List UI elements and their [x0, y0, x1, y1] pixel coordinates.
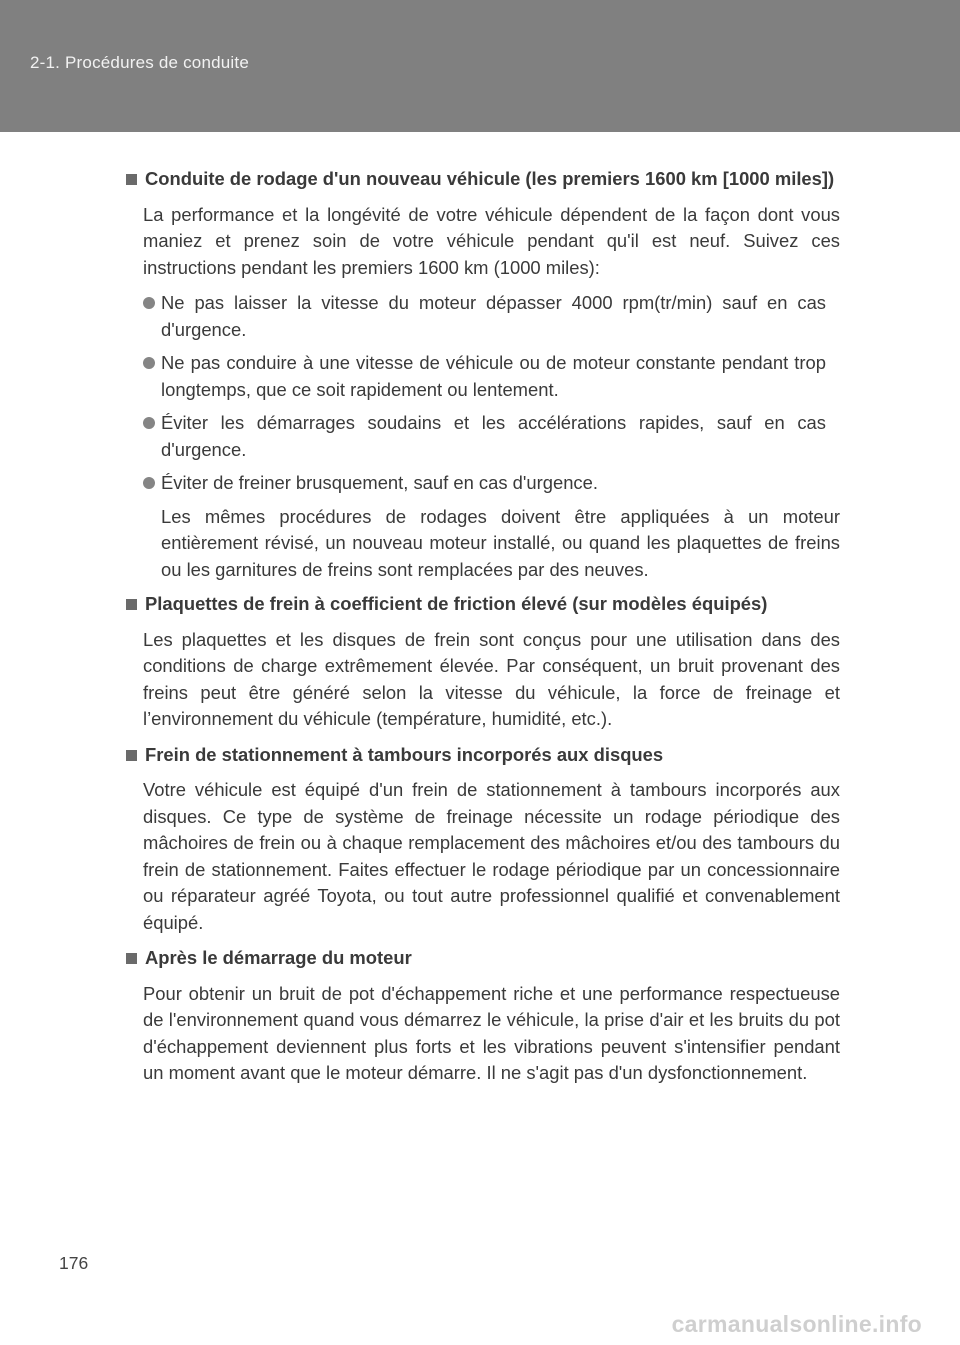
section-heading-text: Frein de stationnement à tambours incorporés aux disques: [145, 743, 664, 765]
section-after-start: [125, 945, 840, 1087]
section-paragraph: La performance et la longévité de votre véhicule dépendent de la façon dont vous maniez et prenez soin de votre véhicule pendant qu'il est neuf. Suivez ces instructions pendant les premiers 1600 km (1000 miles):: [143, 203, 840, 278]
chapter-title: 2-1. Procédures de conduite: [30, 53, 249, 72]
section-paragraph: Pour obtenir un bruit de pot d'échappement riche et une performance respectueuse de l'environnement quand vous démarrez le véhicule, la prise d'air et les bruits du pot d'échappement deviennent plus forts et les vibrations peuvent s'intensifier pendant un moment avant que le moteur démarre. Il ne s'agit pas d'un dysfonctionnement.: [143, 982, 840, 1083]
page-content: [125, 166, 840, 1096]
list-item: [125, 290, 840, 343]
square-bullet-icon: [126, 953, 137, 964]
section-heading-text: Conduite de rodage d'un nouveau véhicule (les premiers 1600 km [1000 miles]): [145, 168, 835, 189]
page-header: [0, 0, 960, 132]
square-bullet-icon: [126, 599, 137, 610]
list-item: [125, 350, 840, 403]
section-parking-brake: [125, 742, 840, 937]
section-brake-pads: [125, 591, 840, 733]
list-item: [125, 470, 840, 497]
section-paragraph: Votre véhicule est équipé d'un frein de stationnement à tambours incorporés aux disques. Ce type de système de freinage nécessite un rodage périodique des mâchoires de frein ou à chaque remplacement des mâchoires et/ou des tambours du frein de stationnement. Faites effectuer le rodage périodique par un concessionnaire ou réparateur agréé Toyota, ou tout autre professionnel qualifié et convenablement équipé.: [143, 779, 840, 933]
list-item-text: Éviter les démarrages soudains et les accélérations rapides, sauf en cas d'urgence.: [161, 412, 826, 460]
round-bullet-icon: [143, 477, 155, 489]
section-heading: [125, 591, 840, 618]
section-paragraph: Les plaquettes et les disques de frein sont conçus pour une utilisation dans des conditions de charge extrêmement élevée. Par conséquent, un bruit provenant des freins peut être généré selon la vitesse du véhicule, la force de freinage et l’environnement du véhicule (température, humidité, etc.).: [143, 628, 840, 729]
section-heading: [125, 166, 840, 193]
section-break-in: [125, 166, 840, 583]
section-heading: [125, 945, 840, 972]
round-bullet-icon: [143, 417, 155, 429]
square-bullet-icon: [126, 174, 137, 185]
list-item-text: Ne pas conduire à une vitesse de véhicule ou de moteur constante pendant trop longtemps, que ce soit rapidement ou lentement.: [161, 352, 826, 400]
section-heading: [125, 742, 840, 769]
list-item: [125, 410, 840, 463]
round-bullet-icon: [143, 297, 155, 309]
watermark: carmanualsonline.info: [671, 1311, 922, 1337]
page-number: 176: [59, 1253, 89, 1273]
round-bullet-icon: [143, 357, 155, 369]
section-heading-text: Plaquettes de frein à coefficient de friction élevé (sur modèles équipés): [145, 593, 768, 614]
list-item-text: Éviter de freiner brusquement, sauf en cas d'urgence.: [161, 472, 598, 493]
section-note: Les mêmes procédures de rodages doivent être appliquées à un moteur entièrement révisé, un nouveau moteur installé, ou quand les plaquettes de freins ou les garnitures de freins sont remplacées par des neuves.: [161, 505, 840, 580]
section-heading-text: Après le démarrage du moteur: [145, 947, 412, 968]
list-item-text: Ne pas laisser la vitesse du moteur dépasser 4000 rpm(tr/min) sauf en cas d'urgence.: [161, 292, 826, 340]
square-bullet-icon: [126, 750, 137, 761]
